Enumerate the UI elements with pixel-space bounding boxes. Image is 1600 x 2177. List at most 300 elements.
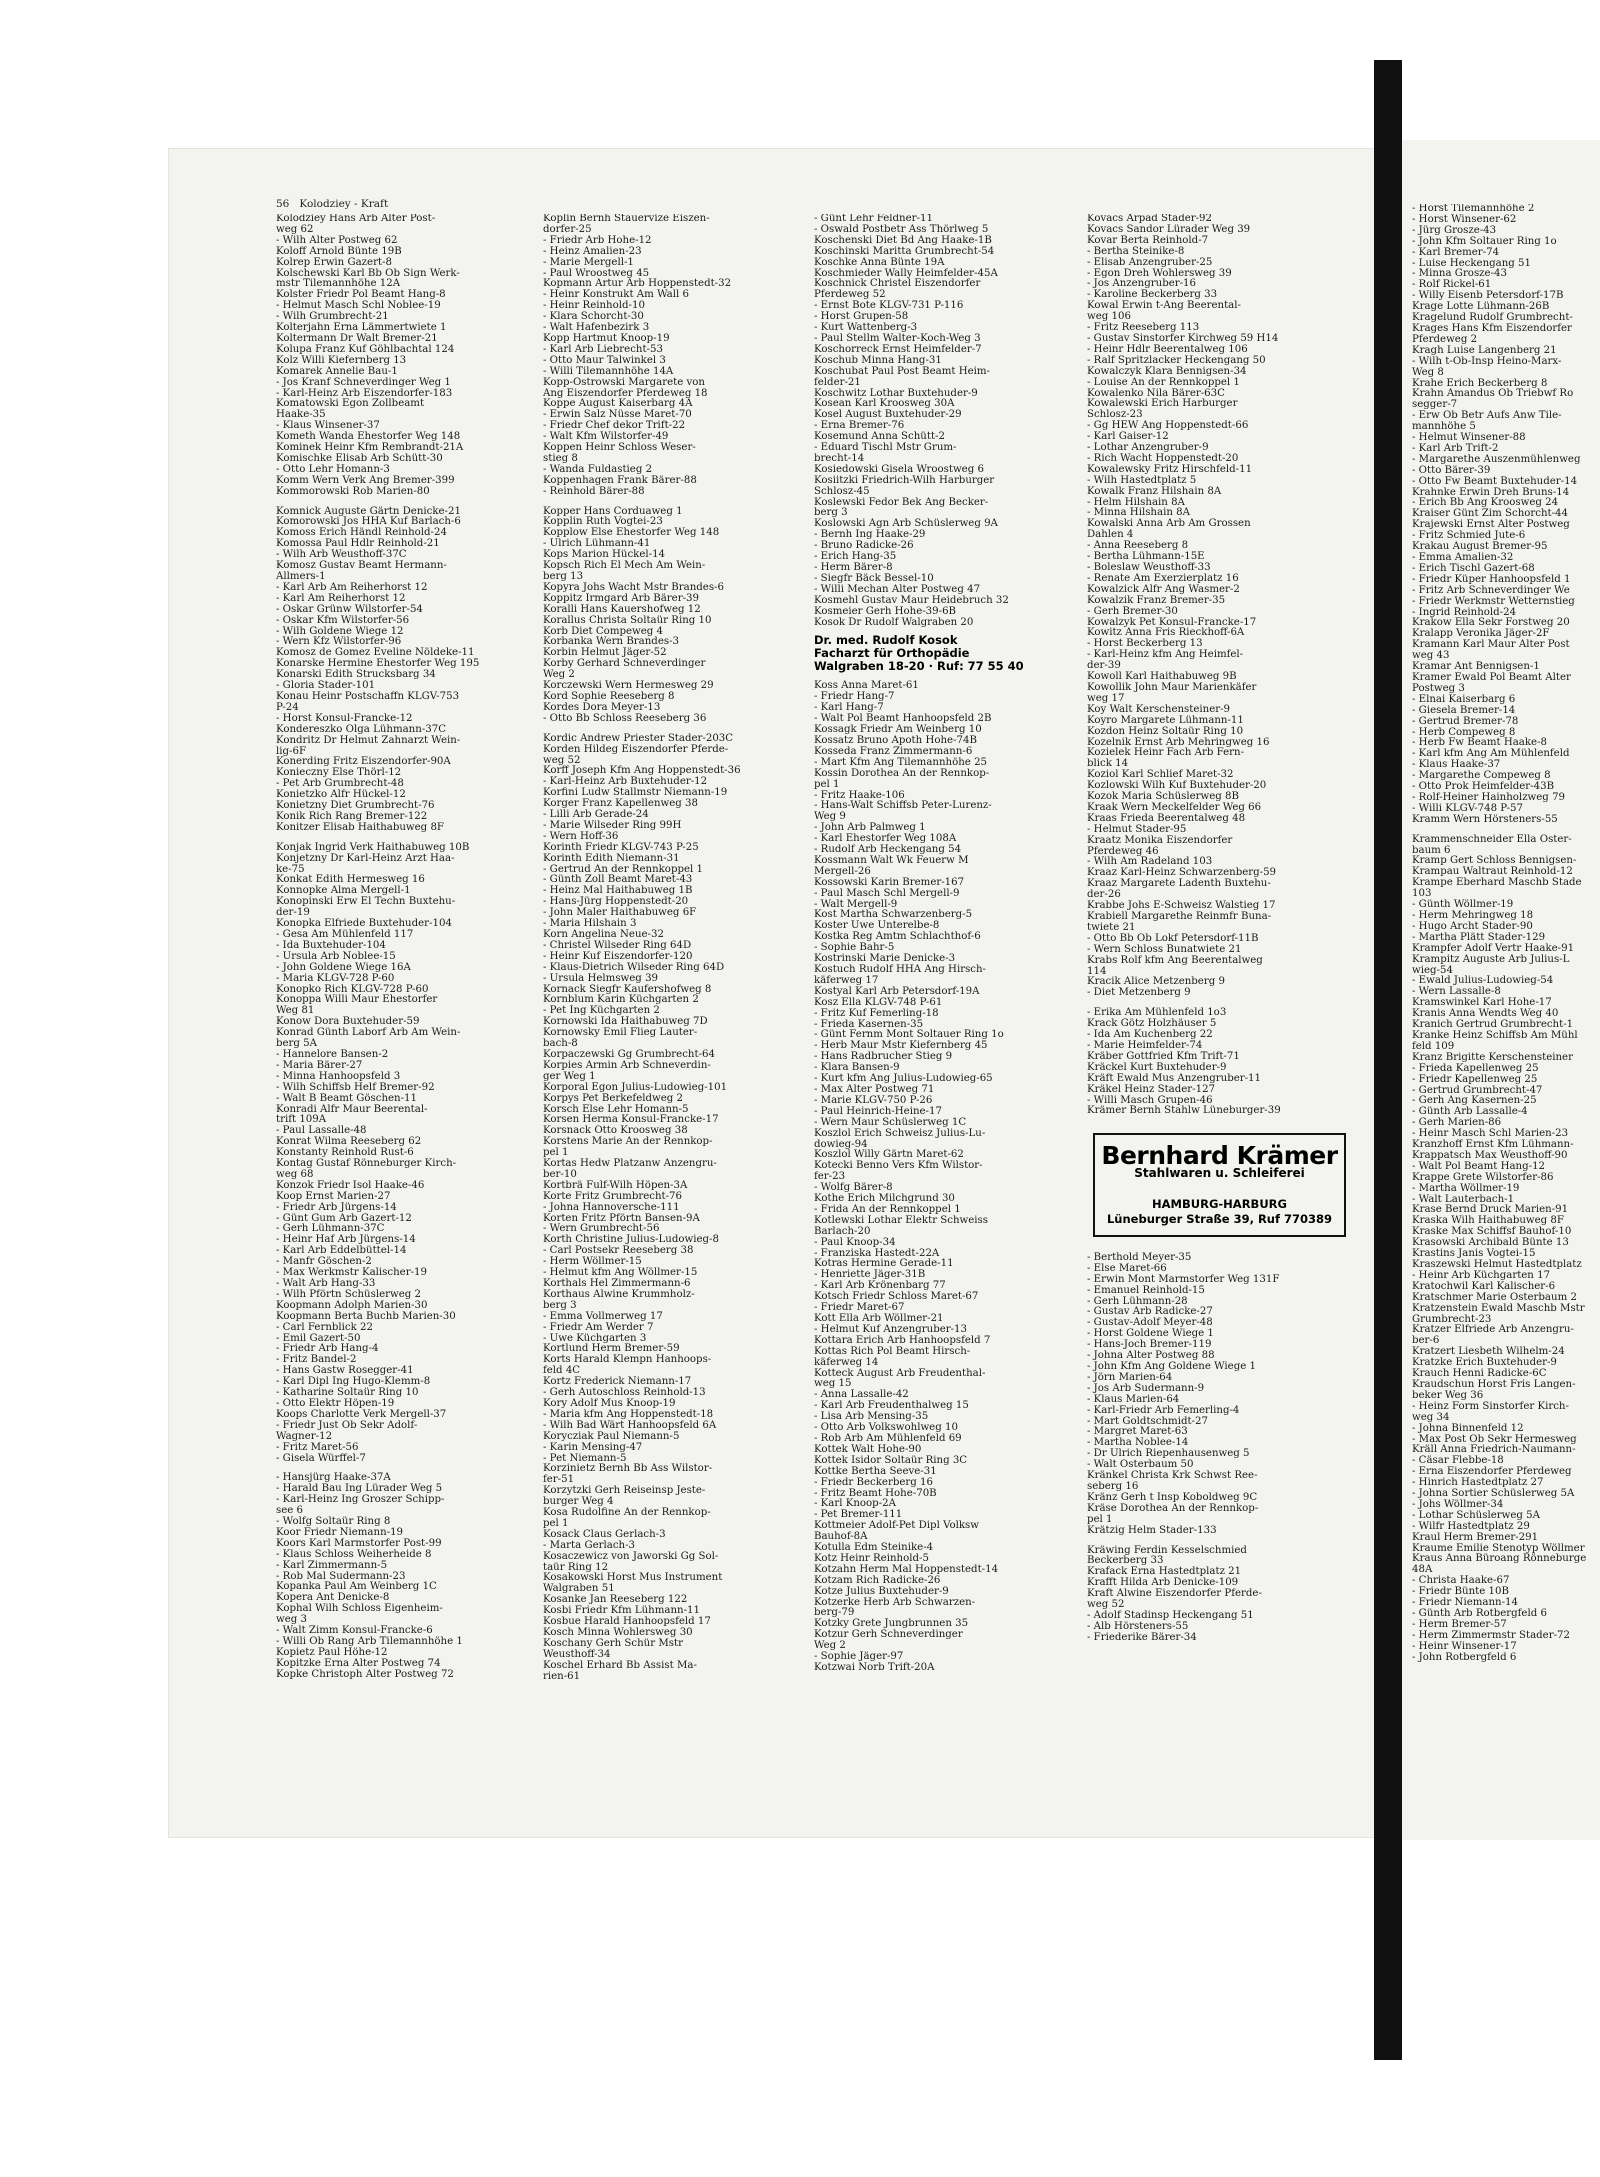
listing-entry: weg 68 — [276, 1168, 314, 1180]
listing-entry: Kraske Max Schiffsf Bauhof-10 — [1412, 1226, 1572, 1238]
listing-entry: käferweg 17 — [814, 974, 879, 986]
listing-entry: - Wolfg Bärer-8 — [814, 1182, 893, 1194]
listing-entry: - Wolfg Soltaür Ring 8 — [276, 1516, 391, 1528]
listing-entry: Krampau Waltraut Reinhold-12 — [1412, 866, 1573, 878]
listing-entry: Korsen Herma Konsul-Francke-17 — [543, 1114, 719, 1126]
listing-entry: weg 52 — [543, 754, 581, 766]
listing-entry: ber-6 — [1412, 1335, 1440, 1347]
listing-entry: Konarski Edith Strucksbarg 34 — [276, 669, 436, 681]
listing-entry: - Jörn Marien-64 — [1087, 1371, 1173, 1383]
listing-entry: Kolschewski Karl Bb Ob Sign Werk- — [276, 267, 460, 279]
listing-entry: weg 17 — [1087, 692, 1125, 704]
listing-entry: Grumbrecht-23 — [1412, 1313, 1492, 1325]
listing-entry: Kommorowski Rob Marien-80 — [276, 485, 430, 497]
listing-entry: - Bernh Ing Haake-29 — [814, 529, 926, 541]
listing-entry: - Wilh Pförtn Schüslerweg 2 — [276, 1288, 421, 1300]
listing-entry: - Oskar Kfm Wilstorfer-56 — [276, 614, 410, 626]
listing-entry: Wagner-12 — [276, 1430, 333, 1442]
listing-entry: Haake-35 — [276, 409, 326, 421]
listing-entry: - Margarethe Auszenmühlenweg — [1412, 453, 1581, 465]
listing-entry: Krasowski Archibald Bünte 13 — [1412, 1237, 1569, 1249]
listing-entry: Kotzam Rich Radicke-26 — [814, 1574, 941, 1586]
listing-entry: Kowalczyk Klara Bennigsen-34 — [1087, 365, 1247, 377]
listing-entry: Kralapp Veronika Jäger-2F — [1412, 628, 1550, 640]
listing-entry: - Helmut kfm Ang Wöllmer-15 — [543, 1267, 698, 1279]
listing-entry: Korinth Edith Niemann-31 — [543, 852, 680, 864]
listing-entry: Krahnke Erwin Dreh Bruns-14 — [1412, 486, 1570, 498]
listing-entry: ber-10 — [543, 1168, 577, 1180]
listing-entry: Kory Adolf Mus Knoop-19 — [543, 1397, 676, 1409]
listing-entry: Korzinietz Bernh Bb Ass Wilstor- — [543, 1463, 713, 1475]
listing-entry: Kratzert Liesbeth Wilhelm-24 — [1412, 1346, 1565, 1358]
listing-entry: Krahn Amandus Ob Triebwf Ro — [1412, 388, 1574, 400]
listing-entry: Koyro Margarete Lühmann-11 — [1087, 714, 1244, 726]
listing-entry: - Heinz Mal Haithabuweg 1B — [543, 885, 693, 897]
listing-entry: - Karl Arb Trift-2 — [1412, 442, 1499, 454]
listing-entry: Kostyal Karl Arb Petersdorf-19A — [814, 985, 980, 997]
listing-entry: Kotz Heinr Reinhold-5 — [814, 1552, 929, 1564]
listing-entry: - Klaus Winsener-37 — [276, 420, 380, 432]
listing-entry: Postweg 3 — [1412, 682, 1465, 694]
listing-entry: - Wilh Schiffsb Helf Bremer-92 — [276, 1081, 435, 1093]
listing-entry: Kortbrä Fulf-Wilh Höpen-3A — [543, 1179, 688, 1191]
listing-entry: Korfini Ludw Stallmstr Niemann-19 — [543, 787, 728, 799]
listing-entry: - Herb Fw Beamt Haake-8 — [1412, 737, 1547, 749]
listing-entry: Kopper Hans Corduaweg 1 — [543, 505, 683, 517]
listing-entry: Kostuch Rudolf HHA Ang Hirsch- — [814, 964, 987, 975]
listing-entry: - Horst Winsener-62 — [1412, 213, 1517, 225]
listing-entry: feld 109 — [1412, 1040, 1455, 1052]
listing-entry: - Johna Binnenfeld 12 — [1412, 1422, 1524, 1434]
listing-entry: Kowalzyk Pet Konsul-Francke-17 — [1087, 616, 1257, 628]
listing-entry: Korthals Hel Zimmermann-6 — [543, 1278, 691, 1289]
listing-entry: seberg 16 — [1087, 1480, 1139, 1492]
listing-entry: Koopmann Berta Buchb Marien-30 — [276, 1310, 456, 1322]
listing-entry: Krase Bernd Druck Marien-91 — [1412, 1204, 1569, 1216]
listing-entry: Kovar Berta Reinhold-7 — [1087, 234, 1209, 246]
listing-entry: pel 1 — [543, 1517, 569, 1529]
listing-entry: - Willi Tilemannhöhe 14A — [543, 365, 674, 377]
listing-entry: - Hans-Jürg Hoppenstedt-20 — [543, 896, 689, 908]
listing-entry: - Heinr Konstrukt Am Wall 6 — [543, 289, 689, 301]
column-1 — [276, 214, 521, 1834]
listing-entry: Komarek Annelie Bau-1 — [276, 365, 398, 377]
listing-entry: der-19 — [276, 907, 310, 919]
listing-entry: Kramm Wern Hörsteners-55 — [1412, 813, 1558, 825]
listing-entry: Koschke Anna Bünte 19A — [814, 256, 945, 268]
listing-entry: blick 14 — [1087, 758, 1129, 770]
listing-entry: Korycziak Paul Niemann-5 — [543, 1430, 680, 1442]
listing-entry: Kowoll Karl Haithabuweg 9B — [1087, 671, 1237, 683]
listing-entry: lig-6F — [276, 745, 307, 757]
listing-entry: - Klara Schorcht-30 — [543, 311, 644, 323]
listing-entry: - Gustav-Adolf Meyer-48 — [1087, 1317, 1213, 1329]
listing-entry: Kolodziey Hans Arb Alter Post- — [276, 214, 436, 224]
listing-entry: - Johna Hannoversche-111 — [543, 1201, 680, 1213]
listing-entry: Kräber Gottfried Kfm Trift-71 — [1087, 1050, 1240, 1062]
listing-entry: Kostrinski Marie Denicke-3 — [814, 953, 956, 965]
listing-entry: - Erwin Mont Marmstorfer Weg 131F — [1087, 1273, 1280, 1285]
listing-entry: rien-61 — [543, 1670, 581, 1682]
listing-entry: Kozelnik Ernst Arb Mehringweg 16 — [1087, 736, 1270, 748]
listing-entry: - Wilh Grumbrecht-21 — [276, 311, 389, 323]
listing-entry: Kozok Maria Schüslerweg 8B — [1087, 791, 1239, 803]
listing-entry: - Horst Grupen-58 — [814, 311, 909, 323]
listing-entry: - Else Maret-66 — [1087, 1262, 1167, 1274]
listing-entry: - Wilh Alter Postweg 62 — [276, 234, 398, 246]
listing-entry: - Margarethe Compeweg 8 — [1412, 770, 1551, 782]
listing-entry: beker Weg 36 — [1412, 1389, 1484, 1401]
listing-entry: Kosack Claus Gerlach-3 — [543, 1528, 666, 1540]
listing-entry: - Erich Hang-35 — [814, 551, 897, 563]
page-header — [276, 198, 388, 210]
listing-entry: Kräft Ewald Mus Anzengruber-11 — [1087, 1072, 1262, 1084]
listing-entry: pel 1 — [543, 1147, 569, 1159]
listing-entry: trift 109A — [276, 1114, 327, 1126]
listing-entry: Kophal Wilh Schloss Eigenheim- — [276, 1603, 443, 1615]
listing-entry: - Adolf Stadinsp Heckengang 51 — [1087, 1609, 1254, 1621]
listing-entry: Kraaz Margarete Ladenth Buxtehu- — [1087, 878, 1271, 890]
listing-entry: Kothe Erich Milchgrund 30 — [814, 1193, 955, 1205]
listing-entry: - Gertrud Bremer-78 — [1412, 715, 1519, 727]
listing-entry: P-24 — [276, 701, 299, 713]
listing-entry: Kosa Rudolfine An der Rennkop- — [543, 1507, 711, 1519]
listing-entry: - Klara Bansen-9 — [814, 1062, 900, 1074]
listing-entry: - Ingrid Reinhold-24 — [1412, 606, 1517, 618]
listing-entry: - Karl Ehestorfer Weg 108A — [814, 833, 957, 845]
listing-entry: - Karoline Beckerberg 33 — [1087, 289, 1218, 301]
listing-entry: Korzytzki Gerh Reiseinsp Jeste- — [543, 1485, 706, 1497]
listing-entry: Konik Rich Rang Bremer-122 — [276, 810, 428, 822]
listing-entry: 48A — [1412, 1564, 1433, 1576]
listing-entry: - Gg HEW Ang Hoppenstedt-66 — [1087, 420, 1249, 432]
listing-entry: - Gertrud An der Rennkoppel 1 — [543, 863, 703, 875]
listing-entry: - Hans Radbrucher Stieg 9 — [814, 1051, 953, 1063]
listing-entry: Korpaczewski Gg Grumbrecht-64 — [543, 1048, 715, 1060]
listing-entry: - Karl-Friedr Arb Femerling-4 — [1087, 1404, 1240, 1416]
listing-entry: Koltermann Dr Walt Bremer-21 — [276, 332, 438, 344]
listing-entry: Koppitz Irmgard Arb Bärer-39 — [543, 592, 699, 604]
listing-entry: Koralli Hans Kauershofweg 12 — [543, 603, 701, 615]
column-3-bottom — [814, 681, 1069, 1673]
listing-entry: - Friedr Hang-7 — [814, 691, 895, 703]
listing-entry: - Ralf Spritzlacker Heckengang 50 — [1087, 354, 1266, 366]
listing-entry: Kowalenko Nila Bärer-63C — [1087, 387, 1225, 399]
listing-entry: berg 3 — [814, 507, 848, 519]
listing-entry: 114 — [1087, 965, 1107, 977]
listing-entry: - Erna Bremer-76 — [814, 420, 905, 432]
listing-entry: Kragelund Rudolf Grumbrecht- — [1412, 312, 1573, 324]
listing-entry: - Erika Am Mühlenfeld 1o3 — [1087, 1007, 1227, 1019]
listing-entry: - Rolf-Heiner Hainholzweg 79 — [1412, 791, 1566, 803]
listing-entry: - Oswald Postbetr Ass Thörlweg 5 — [814, 223, 989, 235]
listing-entry: - Emil Gazert-50 — [276, 1332, 361, 1344]
listing-entry: Kraus Anna Büroang Rönneburge — [1412, 1553, 1587, 1565]
listing-entry: Kolterjahn Erna Lämmertwiete 1 — [276, 322, 447, 334]
listing-entry: dorfer-25 — [543, 223, 592, 235]
listing-entry: Kopplin Ruth Vogtei-23 — [543, 516, 663, 528]
listing-entry: Kraak Wern Meckelfelder Weg 66 — [1087, 801, 1262, 813]
listing-entry: Kopmann Artur Arb Hoppenstedt-32 — [543, 278, 732, 290]
listing-entry: feld 4C — [543, 1365, 581, 1377]
listing-entry: - Maria Bärer-27 — [276, 1059, 363, 1071]
listing-entry: - Frida An der Rennkoppel 1 — [814, 1203, 961, 1215]
listing-entry: Kossmann Walt Wk Feuerw M — [814, 854, 969, 866]
listing-entry: - Walt Zimm Konsul-Francke-6 — [276, 1625, 433, 1637]
listing-entry: Korallus Christa Soltaür Ring 10 — [543, 614, 712, 626]
listing-entry: Kranich Gertrud Grumbrecht-1 — [1412, 1019, 1574, 1031]
listing-entry: - Heinz Form Sinstorfer Kirch- — [1412, 1400, 1569, 1412]
listing-entry: Kozdon Heinz Soltaür Ring 10 — [1087, 725, 1244, 737]
listing-entry: Kraszewski Helmut Hastedtplatz — [1412, 1259, 1582, 1270]
listing-entry: - Hans-Walt Schiffsb Peter-Lurenz- — [814, 800, 992, 812]
listing-entry: der-39 — [1087, 660, 1121, 672]
listing-entry: Kratzke Erich Buxtehuder-9 — [1412, 1357, 1557, 1369]
listing-entry: Kornblum Karin Küchgarten 2 — [543, 994, 699, 1006]
listing-entry: - Johs Wöllmer-34 — [1412, 1498, 1504, 1510]
listing-entry: - Heinr Kuf Eiszendorfer-120 — [543, 950, 693, 962]
listing-entry: Korsch Else Lehr Homann-5 — [543, 1103, 689, 1115]
listing-entry: Schlosz-45 — [814, 485, 870, 497]
listing-entry: - Gerh Ang Kasernen-25 — [1412, 1095, 1537, 1107]
listing-entry: - Margret Maret-63 — [1087, 1426, 1188, 1438]
page-range: Kolodziey - Kraft — [299, 198, 389, 210]
listing-entry: Konow Dora Buxtehuder-59 — [276, 1016, 420, 1028]
listing-entry: Ang Eiszendorfer Pferdeweg 18 — [543, 387, 708, 399]
listing-entry: - Siegfr Bäck Bessel-10 — [814, 572, 934, 584]
listing-entry: - John Kfm Ang Goldene Wiege 1 — [1087, 1361, 1256, 1372]
listing-entry: Koppe August Kaiserbarg 4A — [543, 398, 693, 410]
ad-kraemer-address: Lüneburger Straße 39, Ruf 770389 — [1106, 1212, 1333, 1227]
listing-entry: Korthaus Alwine Krummholz- — [543, 1288, 695, 1300]
listing-entry: - Helm Hilshain 8A — [1087, 496, 1185, 508]
listing-entry: Kratzenstein Ewald Maschb Mstr — [1412, 1302, 1585, 1314]
listing-entry: - Wilh Goldene Wiege 12 — [276, 625, 404, 637]
listing-entry: Kosiitzki Friedrich-Wilh Harburger — [814, 474, 995, 486]
listing-entry: - Marie Wilseder Ring 99H — [543, 819, 682, 831]
listing-entry: - Klaus Marien-64 — [1087, 1393, 1180, 1405]
listing-entry: - Carl Fernblick 22 — [276, 1321, 374, 1333]
listing-entry: - Frieda Kasernen-35 — [814, 1018, 924, 1030]
listing-entry: - Maria KLGV-728 P-60 — [276, 972, 395, 984]
listing-entry: - Erwin Salz Nüsse Maret-70 — [543, 409, 692, 421]
listing-entry: - Günt Lehr Feldner-11 — [814, 214, 933, 224]
listing-entry: Kraume Emilie Stenotyp Wöllmer — [1412, 1542, 1585, 1554]
listing-entry: Kozlowski Wilh Kuf Buxtehuder-20 — [1087, 780, 1267, 792]
listing-entry: - Martha Plätt Stader-129 — [1412, 931, 1546, 943]
listing-entry: - Gloria Stader-101 — [276, 680, 376, 692]
listing-entry: - Egon Dreh Wohlersweg 39 — [1087, 267, 1232, 279]
listing-entry: - Günth Arb Rotbergfeld 6 — [1412, 1608, 1547, 1619]
listing-entry: der-26 — [1087, 889, 1121, 901]
listing-entry: Korbanka Wern Brandes-3 — [543, 636, 680, 648]
listing-entry: Kramann Karl Maur Alter Post — [1412, 639, 1570, 651]
listing-entry: - Walt Kfm Wilstorfer-49 — [543, 431, 669, 443]
listing-entry: - Oskar Grünw Wilstorfer-54 — [276, 603, 423, 615]
listing-entry: - Sophie Bahr-5 — [814, 942, 895, 954]
listing-entry: Kontag Gustaf Rönneburger Kirch- — [276, 1158, 457, 1170]
listing-entry: - Otto Bb Ob Lokf Petersdorf-11B — [1087, 932, 1259, 944]
listing-entry: - Renate Am Exerzierplatz 16 — [1087, 572, 1239, 584]
listing-entry: Kraaz Karl-Heinz Schwarzenberg-59 — [1087, 867, 1277, 879]
listing-entry: Konstanty Reinhold Rust-6 — [276, 1147, 414, 1159]
listing-entry: - Alb Hörsteners-55 — [1087, 1620, 1189, 1632]
listing-entry: Kopp Hartmut Knoop-19 — [543, 332, 670, 344]
listing-entry: Kottke Bertha Seeve-31 — [814, 1465, 937, 1477]
listing-entry: - Carl Postsekr Reeseberg 38 — [543, 1245, 694, 1257]
listing-entry: - Wern Grumbrecht-56 — [543, 1223, 660, 1235]
listing-entry: - Günth Wöllmer-19 — [1412, 899, 1514, 911]
listing-entry: Konzok Friedr Isol Haake-46 — [276, 1179, 425, 1191]
listing-entry: - Ursula Helmsweg 39 — [543, 972, 659, 984]
listing-entry: - Friedr Just Ob Sekr Adolf- — [276, 1419, 418, 1431]
listing-entry: - Ursula Arb Noblee-15 — [276, 950, 396, 962]
listing-entry: Koors Karl Marmstorfer Post-99 — [276, 1537, 442, 1549]
listing-entry: Kolster Friedr Pol Beamt Hang-8 — [276, 289, 446, 301]
listing-entry: Krätzig Helm Stader-133 — [1087, 1524, 1217, 1536]
listing-entry: Koloff Arnold Bünte 19B — [276, 245, 402, 257]
listing-entry: Konopinski Erw El Techn Buxtehu- — [276, 896, 456, 908]
listing-entry: felder-21 — [814, 376, 861, 388]
listing-entry: - Emanuel Reinhold-15 — [1087, 1284, 1205, 1296]
listing-entry: Koops Charlotte Verk Mergell-37 — [276, 1408, 447, 1420]
listing-entry: Koschmieder Wally Heimfelder-45A — [814, 267, 998, 279]
listing-entry: - Max Werkmstr Kalischer-19 — [276, 1267, 427, 1279]
listing-entry: - Lothar Schüslerweg 5A — [1412, 1509, 1540, 1521]
listing-entry: Koziol Karl Schlief Maret-32 — [1087, 769, 1234, 781]
listing-entry: Koppen Heinr Schloss Weser- — [543, 442, 696, 454]
listing-entry: - Walt Arb Hang-33 — [276, 1278, 376, 1289]
listing-entry: - Rudolf Arb Heckengang 54 — [814, 844, 962, 856]
listing-entry: Beckerberg 33 — [1087, 1555, 1164, 1567]
listing-entry: Barlach-20 — [814, 1225, 871, 1237]
listing-entry: Korte Fritz Grumbrecht-76 — [543, 1190, 683, 1202]
listing-entry: Komossa Paul Hdlr Reinhold-21 — [276, 538, 440, 550]
listing-entry: - Uwe Küchgarten 3 — [543, 1332, 647, 1344]
listing-entry: Pferdeweg 46 — [1087, 845, 1159, 857]
listing-entry: - Martha Noblee-14 — [1087, 1437, 1189, 1449]
listing-entry: 103 — [1412, 888, 1432, 900]
listing-entry: Kometh Wanda Ehestorfer Weg 148 — [276, 431, 461, 443]
listing-entry: - Hannelore Bansen-2 — [276, 1048, 389, 1060]
listing-entry: - Willi KLGV-748 P-57 — [1412, 802, 1524, 814]
listing-entry: - Walt Pol Beamt Hanhoopsfeld 2B — [814, 713, 992, 725]
listing-entry: Kopplow Else Ehestorfer Weg 148 — [543, 527, 720, 539]
listing-entry: - Louise An der Rennkoppel 1 — [1087, 376, 1240, 388]
listing-entry: Mergell-26 — [814, 865, 871, 877]
listing-entry: Kovacs Arpad Stader-92 — [1087, 214, 1213, 224]
listing-entry: weg 52 — [1087, 1599, 1125, 1611]
listing-entry: Kopyra Johs Wacht Mstr Brandes-6 — [543, 581, 724, 593]
listing-entry: Kowalewsky Fritz Hirschfeld-11 — [1087, 463, 1253, 475]
listing-entry: - Rich Wacht Hoppenstedt-20 — [1087, 452, 1239, 464]
listing-entry: Kopanka Paul Am Weinberg 1C — [276, 1581, 437, 1593]
directory-page — [168, 148, 1396, 1838]
listing-entry: - Ewald Julius-Ludowieg-54 — [1412, 975, 1554, 987]
listing-entry: - Wilh Hastedtplatz 5 — [1087, 474, 1197, 486]
listing-entry: - Harald Bau Ing Lürader Weg 5 — [276, 1483, 443, 1495]
listing-entry: baum 6 — [1412, 844, 1451, 856]
listing-entry: Kopera Ant Denicke-8 — [276, 1592, 390, 1604]
listing-entry: - Paul Masch Schl Mergell-9 — [814, 887, 960, 899]
listing-entry: Krammenschneider Ella Oster- — [1412, 833, 1572, 845]
listing-entry: - Emma Vollmerweg 17 — [543, 1310, 663, 1322]
listing-entry: weg 34 — [1412, 1411, 1450, 1423]
listing-entry: - Hansjürg Haake-37A — [276, 1472, 391, 1484]
listing-entry: Bauhof-8A — [814, 1531, 868, 1543]
listing-entry: käferweg 14 — [814, 1356, 879, 1368]
listing-entry: Koy Walt Kerschensteiner-9 — [1087, 703, 1231, 715]
listing-entry: - Friedr Am Werder 7 — [543, 1321, 654, 1333]
listing-entry: Koor Friedr Niemann-19 — [276, 1526, 404, 1538]
listing-entry: - Marie Mergell-1 — [543, 256, 634, 268]
listing-entry: - Jos Kranf Schneverdinger Weg 1 — [276, 376, 451, 388]
listing-entry: Kondritz Dr Helmut Zahnarzt Wein- — [276, 734, 461, 746]
listing-entry: segger-7 — [1412, 399, 1458, 411]
listing-entry: - Jos Anzengruber-16 — [1087, 278, 1197, 290]
listing-entry: Kossatz Bruno Apoth Hohe-74B — [814, 734, 977, 746]
listing-entry: Komnick Auguste Gärtn Denicke-21 — [276, 505, 461, 517]
listing-entry: fer-23 — [814, 1171, 846, 1183]
listing-entry: Kracik Alice Metzenberg 9 — [1087, 976, 1225, 988]
listing-entry: - Henriette Jäger-31B — [814, 1269, 926, 1281]
listing-entry: Kosemund Anna Schütt-2 — [814, 431, 945, 443]
listing-entry: - Fritz Haake-106 — [814, 789, 905, 801]
listing-entry: - Willi Masch Grupen-46 — [1087, 1094, 1213, 1106]
listing-entry: Kopke Christoph Alter Postweg 72 — [276, 1668, 454, 1680]
listing-entry: - Minna Hilshain 8A — [1087, 507, 1190, 519]
book-spine — [1374, 60, 1402, 2060]
listing-entry: Konoppa Willi Maur Ehestorfer — [276, 994, 438, 1006]
listing-entry: Koschubat Paul Post Beamt Heim- — [814, 365, 990, 377]
listing-entry: weg 106 — [1087, 311, 1131, 323]
listing-entry: Kotzur Gerh Schneverdinger — [814, 1629, 963, 1641]
listing-entry: Koszlol Willy Gärtn Maret-62 — [814, 1149, 964, 1161]
listing-entry: Allmers-1 — [276, 571, 326, 582]
listing-entry: - John Maler Haithabuweg 6F — [543, 907, 697, 919]
listing-entry: Krastins Janis Vogtei-15 — [1412, 1248, 1536, 1260]
ad-kraemer-title: Bernhard Krämer — [1101, 1141, 1338, 1171]
listing-entry: Krabiell Margarethe Reinmfr Buna- — [1087, 911, 1272, 922]
listing-entry: brecht-14 — [814, 452, 865, 464]
listing-entry: Kopp-Ostrowski Margarete von — [543, 376, 705, 388]
page-number: 56 — [276, 198, 290, 210]
listing-entry: Krakau August Bremer-95 — [1412, 541, 1548, 553]
listing-entry: fer-51 — [543, 1474, 575, 1486]
ad-bernhard-kraemer — [1093, 1133, 1346, 1237]
listing-entry: Weg 9 — [814, 811, 846, 823]
listing-entry: Korts Harald Klempn Hanhoops- — [543, 1354, 712, 1366]
listing-entry: - Minna Hanhoopsfeld 3 — [276, 1070, 401, 1082]
listing-entry: Kowalzick Alfr Ang Wasmer-2 — [1087, 583, 1240, 595]
listing-entry: - Friedr Maret-67 — [814, 1302, 905, 1314]
listing-entry: - Sophie Jäger-97 — [814, 1651, 904, 1663]
listing-entry: - Minna Grosze-43 — [1412, 268, 1507, 280]
column-2 — [543, 214, 793, 1834]
listing-entry: - Erich Bb Ang Kroosweg 24 — [1412, 497, 1559, 509]
listing-entry: Kosbi Friedr Kfm Lühmann-11 — [543, 1605, 701, 1617]
listing-entry: - Herm Mehringweg 18 — [1412, 910, 1534, 921]
listing-entry: Kord Sophie Reeseberg 8 — [543, 690, 675, 702]
listing-entry: Kottek Isidor Soltaür Ring 3C — [814, 1454, 968, 1466]
listing-entry: - Friedr Arb Jürgens-14 — [276, 1201, 397, 1213]
listing-entry: - Helmut Kuf Anzengruber-13 — [814, 1323, 968, 1335]
listing-entry: berg 13 — [543, 571, 584, 582]
listing-entry: - Hans-Joch Bremer-119 — [1087, 1339, 1212, 1351]
listing-entry: Kotsch Friedr Schloss Maret-67 — [814, 1291, 979, 1303]
listing-entry: Korger Franz Kapellenweg 38 — [543, 798, 698, 810]
listing-entry: - Bertha Steinike-8 — [1087, 245, 1185, 257]
